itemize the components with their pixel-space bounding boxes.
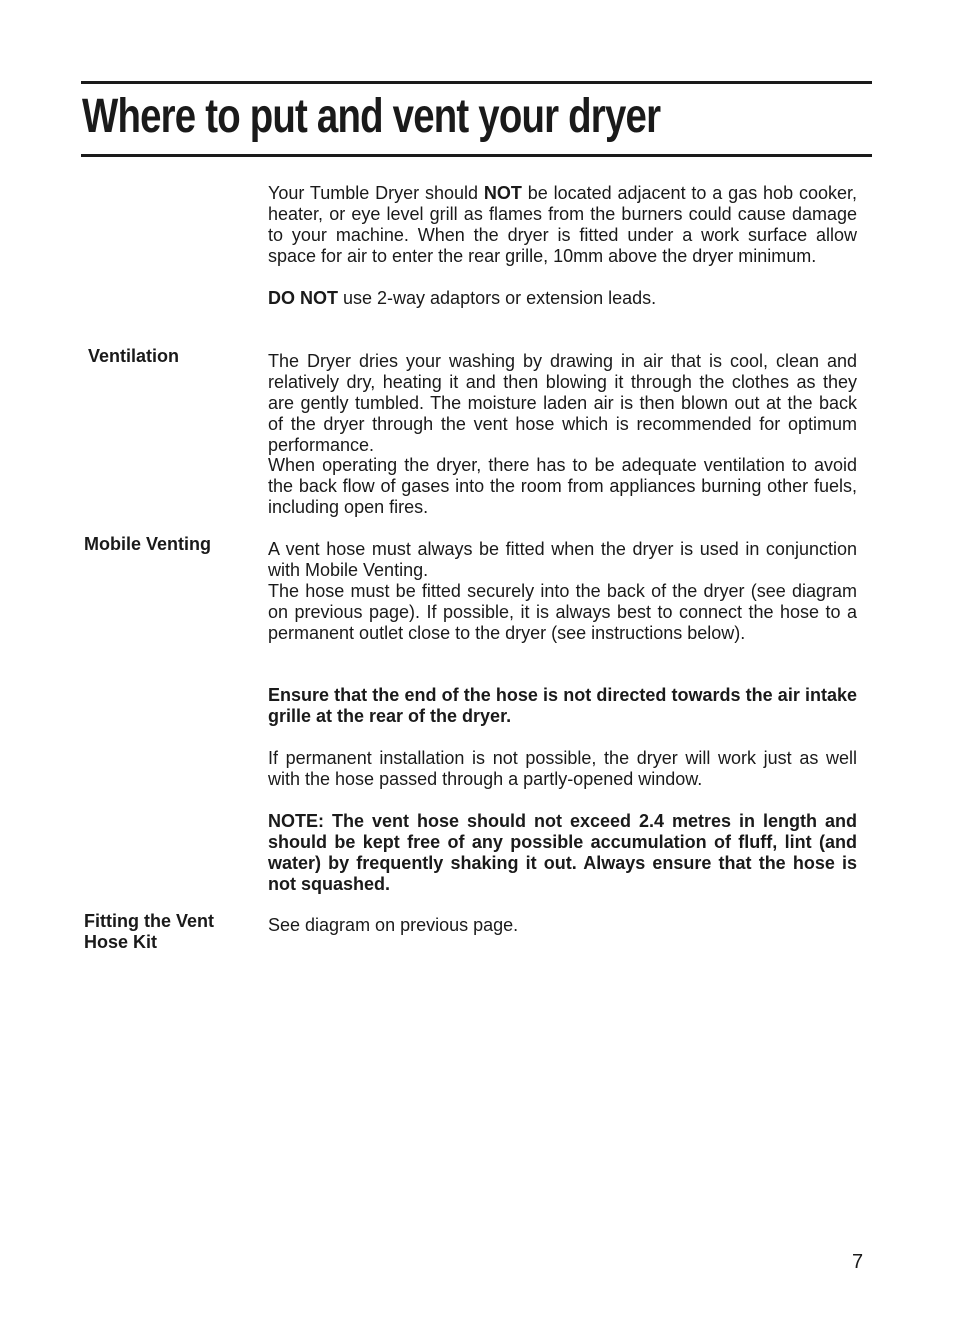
- intro-not-emphasis: NOT: [483, 183, 522, 203]
- title-bottom-rule: [81, 154, 872, 157]
- mobile-venting-paragraph-1: A vent hose must always be fitted when the dryer is used in conjunction with Mobile Venting.: [268, 539, 857, 580]
- intro-text-end: be located adjacent to a gas hob cooker, heater, or eye level grill as flames from the burners could cause damage to your machine. When the dryer is fitted under a work surface allow space for air to enter the rear grille, 10mm above the dryer minimum.: [268, 183, 857, 266]
- page-number: 7: [852, 1251, 864, 1273]
- mobile-venting-warning: Ensure that the end of the hose is not directed towards the air intake grille at the rear of the dryer.: [268, 685, 857, 726]
- fitting-heading-line-1: Fitting the Vent: [84, 911, 214, 931]
- ventilation-paragraph-2: When operating the dryer, there has to be adequate ventilation to avoid the back flow of gases into the room from appliances burning other fuels, including open fires.: [268, 455, 857, 517]
- do-not-emphasis: DO NOT: [268, 288, 338, 308]
- fitting-heading: [84, 911, 254, 953]
- intro-text-start: Your Tumble Dryer should: [268, 183, 484, 203]
- intro-warning: [268, 288, 857, 309]
- ventilation-heading: Ventilation: [88, 346, 180, 366]
- mobile-venting-heading: Mobile Venting: [84, 534, 212, 554]
- intro-paragraph: [268, 183, 857, 267]
- mobile-venting-note: NOTE: The vent hose should not exceed 2.4 metres in length and should be kept free of any possible accumulation of fluff, lint (and water) by frequently shaking it out. Always ensure that the hose is not squashed.: [268, 811, 857, 894]
- ventilation-paragraph-1: The Dryer dries your washing by drawing in air that is cool, clean and relatively dry, heating it and then blowing it through the clothes as they are gently tumbled. The moisture laden air is then blown out at the back of the dryer through the vent hose which is recommended for optimum performance.: [268, 351, 857, 455]
- fitting-heading-line-2: Hose Kit: [84, 932, 158, 952]
- title-top-rule: [81, 81, 872, 84]
- fitting-paragraph: See diagram on previous page.: [268, 915, 519, 935]
- intro-warning-text: use 2-way adaptors or extension leads.: [338, 288, 657, 308]
- mobile-venting-paragraph-2: The hose must be fitted securely into the back of the dryer (see diagram on previous page). If possible, it is always best to connect the hose to a permanent outlet close to the dryer (see instructions below).: [268, 581, 857, 643]
- mobile-venting-paragraph-4: If permanent installation is not possible, the dryer will work just as well with the hose passed through a partly-opened window.: [268, 748, 857, 789]
- page-title: Where to put and vent your dryer: [82, 90, 661, 143]
